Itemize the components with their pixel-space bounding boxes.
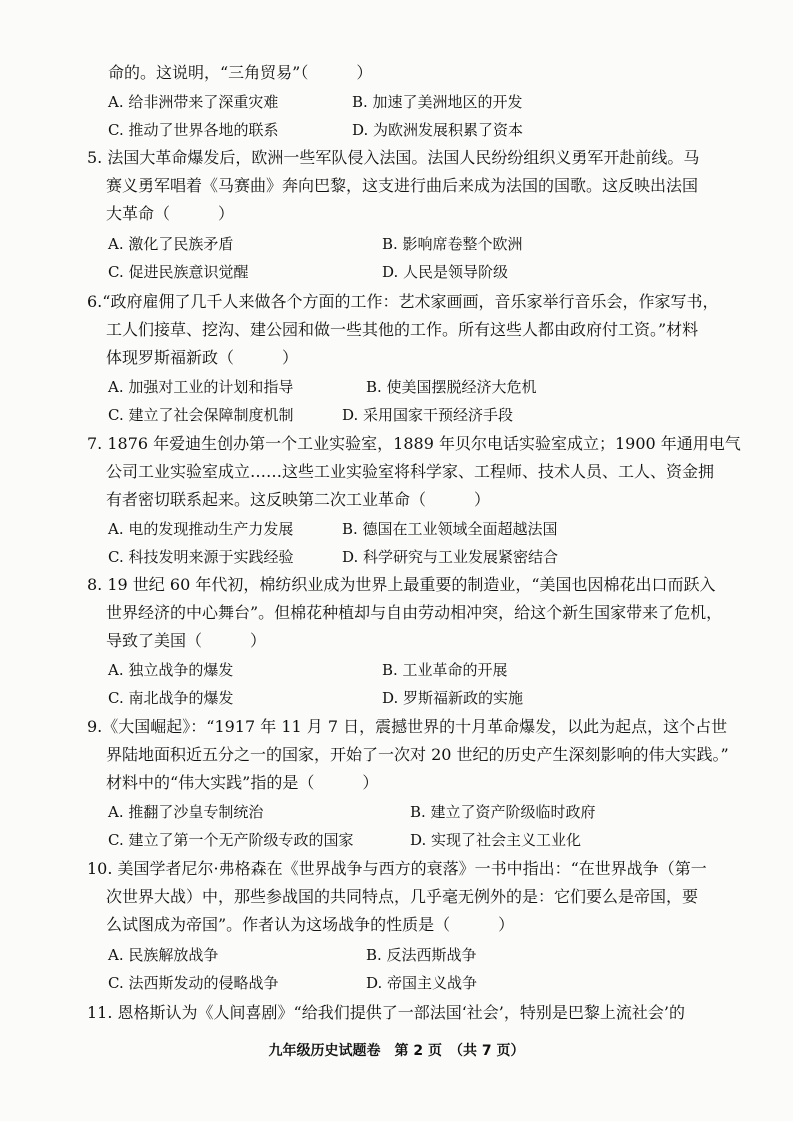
q6-stem-line-1: 6.“政府雇佣了几千人来做各个方面的工作：艺术家画画，音乐家举行音乐会，作家写书， xyxy=(87,292,719,311)
page-footer: 九年级历史试题卷 第 2 页 （共 7 页） xyxy=(268,1043,525,1059)
q6-option-b: B. 使美国摆脱经济大危机 xyxy=(366,378,537,396)
q6-stem-line-3: 体现罗斯福新政（ ） xyxy=(106,348,299,367)
q10-option-c: C. 法西斯发动的侵略战争 xyxy=(108,974,279,992)
q9-option-b: B. 建立了资产阶级临时政府 xyxy=(410,803,596,821)
q8-option-c: C. 南北战争的爆发 xyxy=(108,689,234,707)
q5-option-d: D. 人民是领导阶级 xyxy=(382,263,509,281)
q6-option-a: A. 加强对工业的计划和指导 xyxy=(108,378,294,396)
q7-stem-line-1: 7. 1876 年爱迪生创办第一个工业实验室，1889 年贝尔电话实验室成立；1900 年通用电气 xyxy=(87,434,741,453)
q8-option-d: D. 罗斯福新政的实施 xyxy=(382,689,524,707)
q4-option-d: D. 为欧洲发展积累了资本 xyxy=(352,121,524,139)
q5-option-a: A. 激化了民族矛盾 xyxy=(108,235,234,253)
q10-stem-line-3: 么试图成为帝国”。作者认为这场战争的性质是（ ） xyxy=(106,915,515,934)
q7-option-b: B. 德国在工业领域全面超越法国 xyxy=(342,520,558,538)
q8-option-b: B. 工业革命的开展 xyxy=(382,661,508,679)
q5-option-b: B. 影响席卷整个欧洲 xyxy=(382,235,523,253)
q7-stem-line-2: 公司工业实验室成立……这些工业实验室将科学家、工程师、技术人员、工人、资金拥 xyxy=(106,462,715,481)
q7-stem-line-3: 有者密切联系起来。这反映第二次工业革命（ ） xyxy=(106,490,491,509)
q8-stem-line-2: 世界经济的中心舞台”。但棉花种植却与自由劳动相冲突，给这个新生国家带来了危机， xyxy=(106,603,723,622)
q7-option-c: C. 科技发明来源于实践经验 xyxy=(108,548,294,566)
q9-option-c: C. 建立了第一个无产阶级专政的国家 xyxy=(108,831,354,849)
q5-stem-line-2: 赛义勇军唱着《马赛曲》奔向巴黎，这支进行曲后来成为法国的国歌。这反映出法国 xyxy=(106,176,699,195)
q9-option-a: A. 推翻了沙皇专制统治 xyxy=(108,803,264,821)
q9-option-d: D. 实现了社会主义工业化 xyxy=(410,831,582,849)
q6-stem-line-2: 工人们接草、挖沟、建公园和做一些其他的工作。所有这些人都由政府付工资。”材料 xyxy=(106,320,699,339)
q7-option-d: D. 科学研究与工业发展紧密结合 xyxy=(342,548,559,566)
q5-option-c: C. 促进民族意识觉醒 xyxy=(108,263,249,281)
q4-option-b: B. 加速了美洲地区的开发 xyxy=(352,93,523,111)
q7-option-a: A. 电的发现推动生产力发展 xyxy=(108,520,294,538)
q11-stem-line-1: 11. 恩格斯认为《人间喜剧》“给我们提供了一部法国‘社会’，特别是巴黎上流社会’的 xyxy=(87,1003,685,1022)
q9-stem-line-3: 材料中的“伟大实践”指的是（ ） xyxy=(106,773,379,792)
q10-option-a: A. 民族解放战争 xyxy=(108,946,219,964)
q4-option-a: A. 给非洲带来了深重灾难 xyxy=(108,93,279,111)
q4-option-c: C. 推动了世界各地的联系 xyxy=(108,121,279,139)
q6-option-c: C. 建立了社会保障制度机制 xyxy=(108,406,294,424)
q8-stem-line-3: 导致了美国（ ） xyxy=(106,631,267,650)
q10-option-b: B. 反法西斯战争 xyxy=(366,946,477,964)
q8-option-a: A. 独立战争的爆发 xyxy=(108,661,234,679)
q9-stem-line-1: 9.《大国崛起》：“1917 年 11 月 7 日，震撼世界的十月革命爆发，以此为起点，这个占世 xyxy=(87,717,728,736)
q6-option-d: D. 采用国家干预经济手段 xyxy=(342,406,514,424)
q5-stem-line-3: 大革命（ ） xyxy=(106,204,235,223)
q9-stem-line-2: 界陆地面积近五分之一的国家，开始了一次对 20 世纪的历史产生深刻影响的伟大实践。” xyxy=(106,745,729,764)
q4-continuation: 命的。这说明，“三角贸易”（ ） xyxy=(108,63,373,82)
q10-option-d: D. 帝国主义战争 xyxy=(366,974,478,992)
q8-stem-line-1: 8. 19 世纪 60 年代初，棉纺织业成为世界上最重要的制造业，“美国也因棉花出口而跃入 xyxy=(87,575,716,594)
q10-stem-line-2: 次世界大战）中，那些参战国的共同特点，几乎毫无例外的是：它们要么是帝国，要 xyxy=(106,887,699,906)
q5-stem-line-1: 5. 法国大革命爆发后，欧洲一些军队侵入法国。法国人民纷纷组织义勇军开赴前线。马 xyxy=(87,148,700,167)
q10-stem-line-1: 10. 美国学者尼尔·弗格森在《世界战争与西方的衰落》一书中指出：“在世界战争（第一 xyxy=(87,859,707,878)
